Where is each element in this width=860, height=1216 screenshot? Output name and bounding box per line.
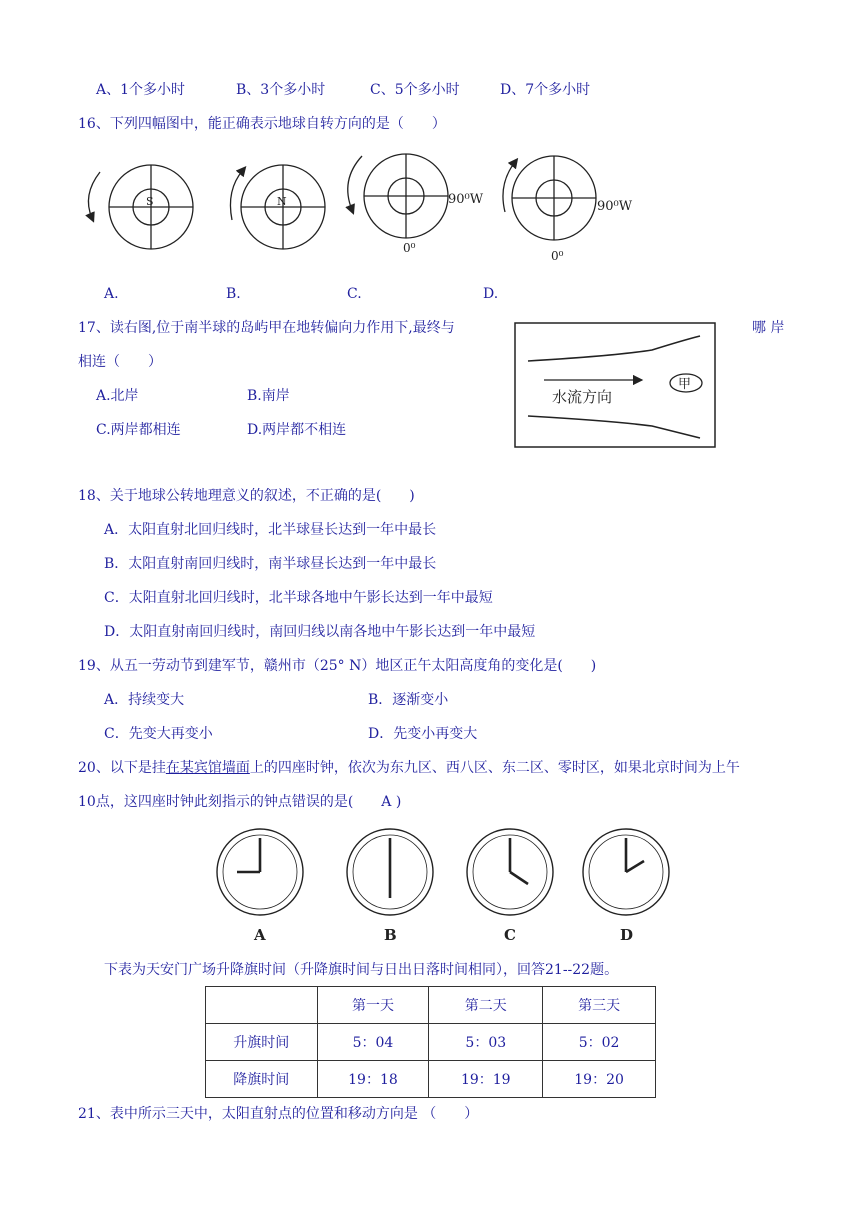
table-cell: 5：02 bbox=[543, 1024, 656, 1061]
q17-flow-label: 水流方向 bbox=[552, 388, 613, 406]
clock-label-b: B bbox=[384, 926, 397, 944]
q20-clocks bbox=[210, 826, 680, 948]
q15-option-c: C、5个多小时 bbox=[370, 82, 460, 98]
q18-option-b: B．太阳直射南回归线时，南半球昼长达到一年中最长 bbox=[104, 556, 437, 572]
q17-stem-part2: 哪 岸 bbox=[752, 320, 785, 336]
diagram-d-meridian-label: 90⁰W bbox=[597, 199, 633, 214]
q15-option-d: D、7个多小时 bbox=[500, 82, 591, 98]
q16-label-b: B. bbox=[226, 286, 241, 302]
q20-stem bbox=[78, 758, 740, 778]
q19-option-d: D．先变小再变大 bbox=[368, 726, 478, 742]
clock-label-c: C bbox=[504, 926, 516, 944]
table-cell: 5：04 bbox=[317, 1024, 429, 1061]
table-intro: 下表为天安门广场升降旗时间（升降旗时间与日出日落时间相同），回答21--22题。 bbox=[104, 962, 619, 978]
diagram-c-globe bbox=[348, 154, 448, 238]
q19-option-b: B．逐渐变小 bbox=[368, 692, 449, 708]
diagram-a-center-label: S bbox=[146, 195, 154, 208]
table-row bbox=[206, 1024, 656, 1061]
table-row bbox=[206, 1061, 656, 1098]
q17-stem-line2: 相连（ ） bbox=[78, 354, 162, 370]
q16-stem: 16、下列四幅图中，能正确表示地球自转方向的是（ ） bbox=[78, 116, 446, 132]
table-cell: 19：19 bbox=[429, 1061, 543, 1098]
diagram-c-zero-label: 0⁰ bbox=[403, 241, 416, 255]
q16-label-d: D. bbox=[483, 286, 499, 302]
table-cell: 升旗时间 bbox=[206, 1024, 318, 1061]
q20-stem-underlined: 在某宾馆墙面 bbox=[165, 760, 250, 776]
q19-option-c: C．先变大再变小 bbox=[104, 726, 213, 742]
table-cell: 降旗时间 bbox=[206, 1061, 318, 1098]
q20-stem-pre: 20、以下是挂 bbox=[78, 760, 166, 776]
q19-stem: 19、从五一劳动节到建军节，赣州市（25° N）地区正午太阳高度角的变化是( ) bbox=[78, 658, 597, 674]
diagram-d-globe bbox=[503, 156, 596, 240]
q16-label-c: C. bbox=[347, 286, 362, 302]
q18-option-a: A．太阳直射北回归线时，北半球昼长达到一年中最长 bbox=[104, 522, 437, 538]
q18-option-d: D．太阳直射南回归线时，南回归线以南各地中午影长达到一年中最短 bbox=[104, 624, 536, 640]
clock-label-a: A bbox=[254, 926, 266, 944]
q16-diagrams bbox=[0, 150, 860, 270]
q15-option-b: B、3个多小时 bbox=[236, 82, 326, 98]
q17-option-b: B.南岸 bbox=[247, 388, 290, 404]
q17-island-label: 甲 bbox=[678, 377, 692, 392]
table-cell: 19：18 bbox=[317, 1061, 429, 1098]
q19-option-a: A．持续变大 bbox=[104, 692, 185, 708]
q17-stem-part1: 17、读右图,位于南半球的岛屿甲在地转偏向力作用下,最终与 bbox=[78, 320, 455, 336]
q18-option-c: C．太阳直射北回归线时，北半球各地中午影长达到一年中最短 bbox=[104, 590, 493, 606]
diagram-c-meridian-label: 90⁰W bbox=[448, 192, 484, 207]
q15-option-a: A、1个多小时 bbox=[96, 82, 186, 98]
table-header-cell bbox=[206, 987, 318, 1024]
diagram-d-zero-label: 0⁰ bbox=[551, 249, 564, 263]
q17-option-c: C.两岸都相连 bbox=[96, 422, 181, 438]
table-cell: 19：20 bbox=[543, 1061, 656, 1098]
diagram-a-globe bbox=[88, 165, 193, 249]
q21-stem: 21、表中所示三天中，太阳直射点的位置和移动方向是 （ ） bbox=[78, 1106, 479, 1122]
q16-label-a: A. bbox=[104, 286, 119, 302]
q18-stem: 18、关于地球公转地理意义的叙述，不正确的是( ) bbox=[78, 488, 415, 504]
table-cell: 5：03 bbox=[429, 1024, 543, 1061]
q17-option-a: A.北岸 bbox=[96, 388, 139, 404]
table-header-row bbox=[206, 987, 656, 1024]
table-header-cell: 第一天 bbox=[317, 987, 429, 1024]
clock-label-d: D bbox=[620, 926, 634, 944]
q20-stem-line2: 10点，这四座时钟此刻指示的钟点错误的是( A ) bbox=[78, 794, 402, 810]
q17-option-d: D.两岸都不相连 bbox=[247, 422, 347, 438]
table-header-cell: 第二天 bbox=[429, 987, 543, 1024]
q17-river-figure bbox=[514, 322, 716, 448]
diagram-b-center-label: N bbox=[277, 195, 287, 208]
q20-stem-post: 上的四座时钟，依次为东九区、西八区、东二区、零时区，如果北京时间为上午 bbox=[249, 760, 740, 776]
table-header-cell: 第三天 bbox=[543, 987, 656, 1024]
flag-time-table bbox=[205, 986, 656, 1098]
